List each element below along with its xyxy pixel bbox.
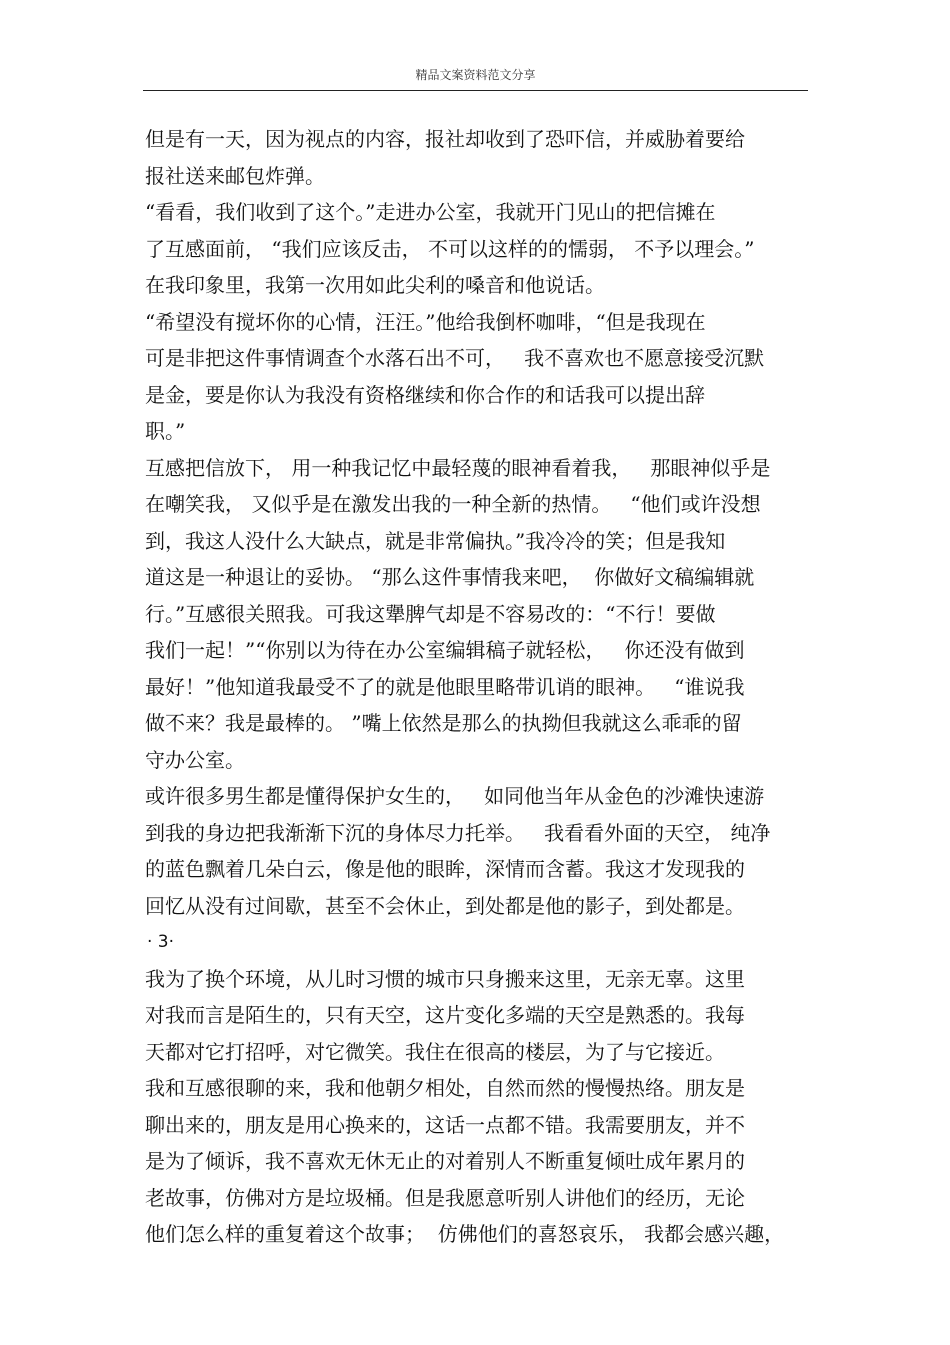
text-line: 最好！”他知道我最受不了的就是他眼里略带讥诮的眼神。 “谁说我: [145, 674, 745, 699]
text-line: 我们一起！”“你别以为待在办公室编辑稿子就轻松， 你还没有做到: [145, 638, 745, 662]
text-line: 做不来？我是最棒的。 ”嘴上依然是那么的执拗但我就这么乖乖的留: [145, 711, 742, 735]
text-line: 在嘲笑我， 又似乎是在激发出我的一种全新的热情。 “他们或许没想: [145, 492, 761, 516]
text-line: 是为了倾诉，我不喜欢无休无止的对着别人不断重复倾吐成年累月的: [145, 1149, 745, 1173]
text-line: 聊出来的，朋友是用心换来的，这话一点都不错。我需要朋友，并不: [145, 1112, 745, 1137]
text-line: 或许很多男生都是懂得保护女生的， 如同他当年从金色的沙滩快速游: [145, 784, 765, 808]
text-line: 天都对它打招呼，对它微笑。我住在很高的楼层，为了与它接近。: [145, 1039, 725, 1064]
text-line: 到，我这人没什么大缺点，就是非常偏执。”我冷冷的笑；但是我知: [145, 528, 726, 553]
text-line: 对我而言是陌生的，只有天空，这片变化多端的天空是熟悉的。我每: [145, 1003, 745, 1027]
text-line: 他们怎么样的重复着这个故事； 仿佛他们的喜怒哀乐， 我都会感兴趣，: [145, 1222, 785, 1246]
text-line: 是金，要是你认为我没有资格继续和你合作的和话我可以提出辞: [145, 382, 705, 407]
text-line: 了互感面前， “我们应该反击， 不可以这样的的懦弱， 不予以理会。”: [145, 236, 755, 261]
text-line: 我为了换个环境，从儿时习惯的城市只身搬来这里，无亲无辜。这里: [145, 966, 745, 991]
text-line: 老故事，仿佛对方是垃圾桶。但是我愿意听别人讲他们的经历，无论: [145, 1185, 745, 1210]
text-line: 在我印象里，我第一次用如此尖利的嗓音和他说话。: [145, 273, 605, 297]
text-line: 互感把信放下， 用一种我记忆中最轻蔑的眼神看着我， 那眼神似乎是: [145, 455, 771, 480]
page-header: 精品文案资料范文分享: [415, 68, 536, 82]
text-line: 但是有一天，因为视点的内容，报社却收到了恐吓信，并威胁着要给: [145, 127, 745, 151]
document-body: [145, 121, 810, 1253]
text-line: 回忆从没有过间歇，甚至不会休止，到处都是他的影子，到处都是。: [145, 893, 745, 918]
text-line: 我和互感很聊的来，我和他朝夕相处，自然而然的慢慢热络。朋友是: [145, 1076, 745, 1100]
text-line: 到我的身边把我渐渐下沉的身体尽力托举。 我看看外面的天空， 纯净: [145, 820, 771, 845]
text-line: “看看，我们收到了这个。”走进办公室，我就开门见山的把信摊在: [145, 200, 716, 224]
text-line: 报社送来邮包炸弹。: [145, 163, 325, 188]
section-marker: · 3·: [147, 932, 175, 952]
text-line: 守办公室。: [145, 747, 245, 772]
text-line: 的蓝色飘着几朵白云，像是他的眼眸，深情而含蓄。我这才发现我的: [145, 857, 745, 881]
text-line: 行。”互感很关照我。可我这犟脾气却是不容易改的：“不行！要做: [145, 601, 716, 626]
text-line: 可是非把这件事情调查个水落石出不可， 我不喜欢也不愿意接受沉默: [145, 346, 765, 370]
text-line: 道这是一种退让的妥协。 “那么这件事情我来吧， 你做好文稿编辑就: [145, 565, 755, 589]
text-line: “希望没有搅坏你的心情，汪汪。”他给我倒杯咖啡，“但是我现在: [145, 309, 706, 334]
text-line: 职。”: [145, 419, 186, 443]
header-divider: [143, 90, 808, 91]
